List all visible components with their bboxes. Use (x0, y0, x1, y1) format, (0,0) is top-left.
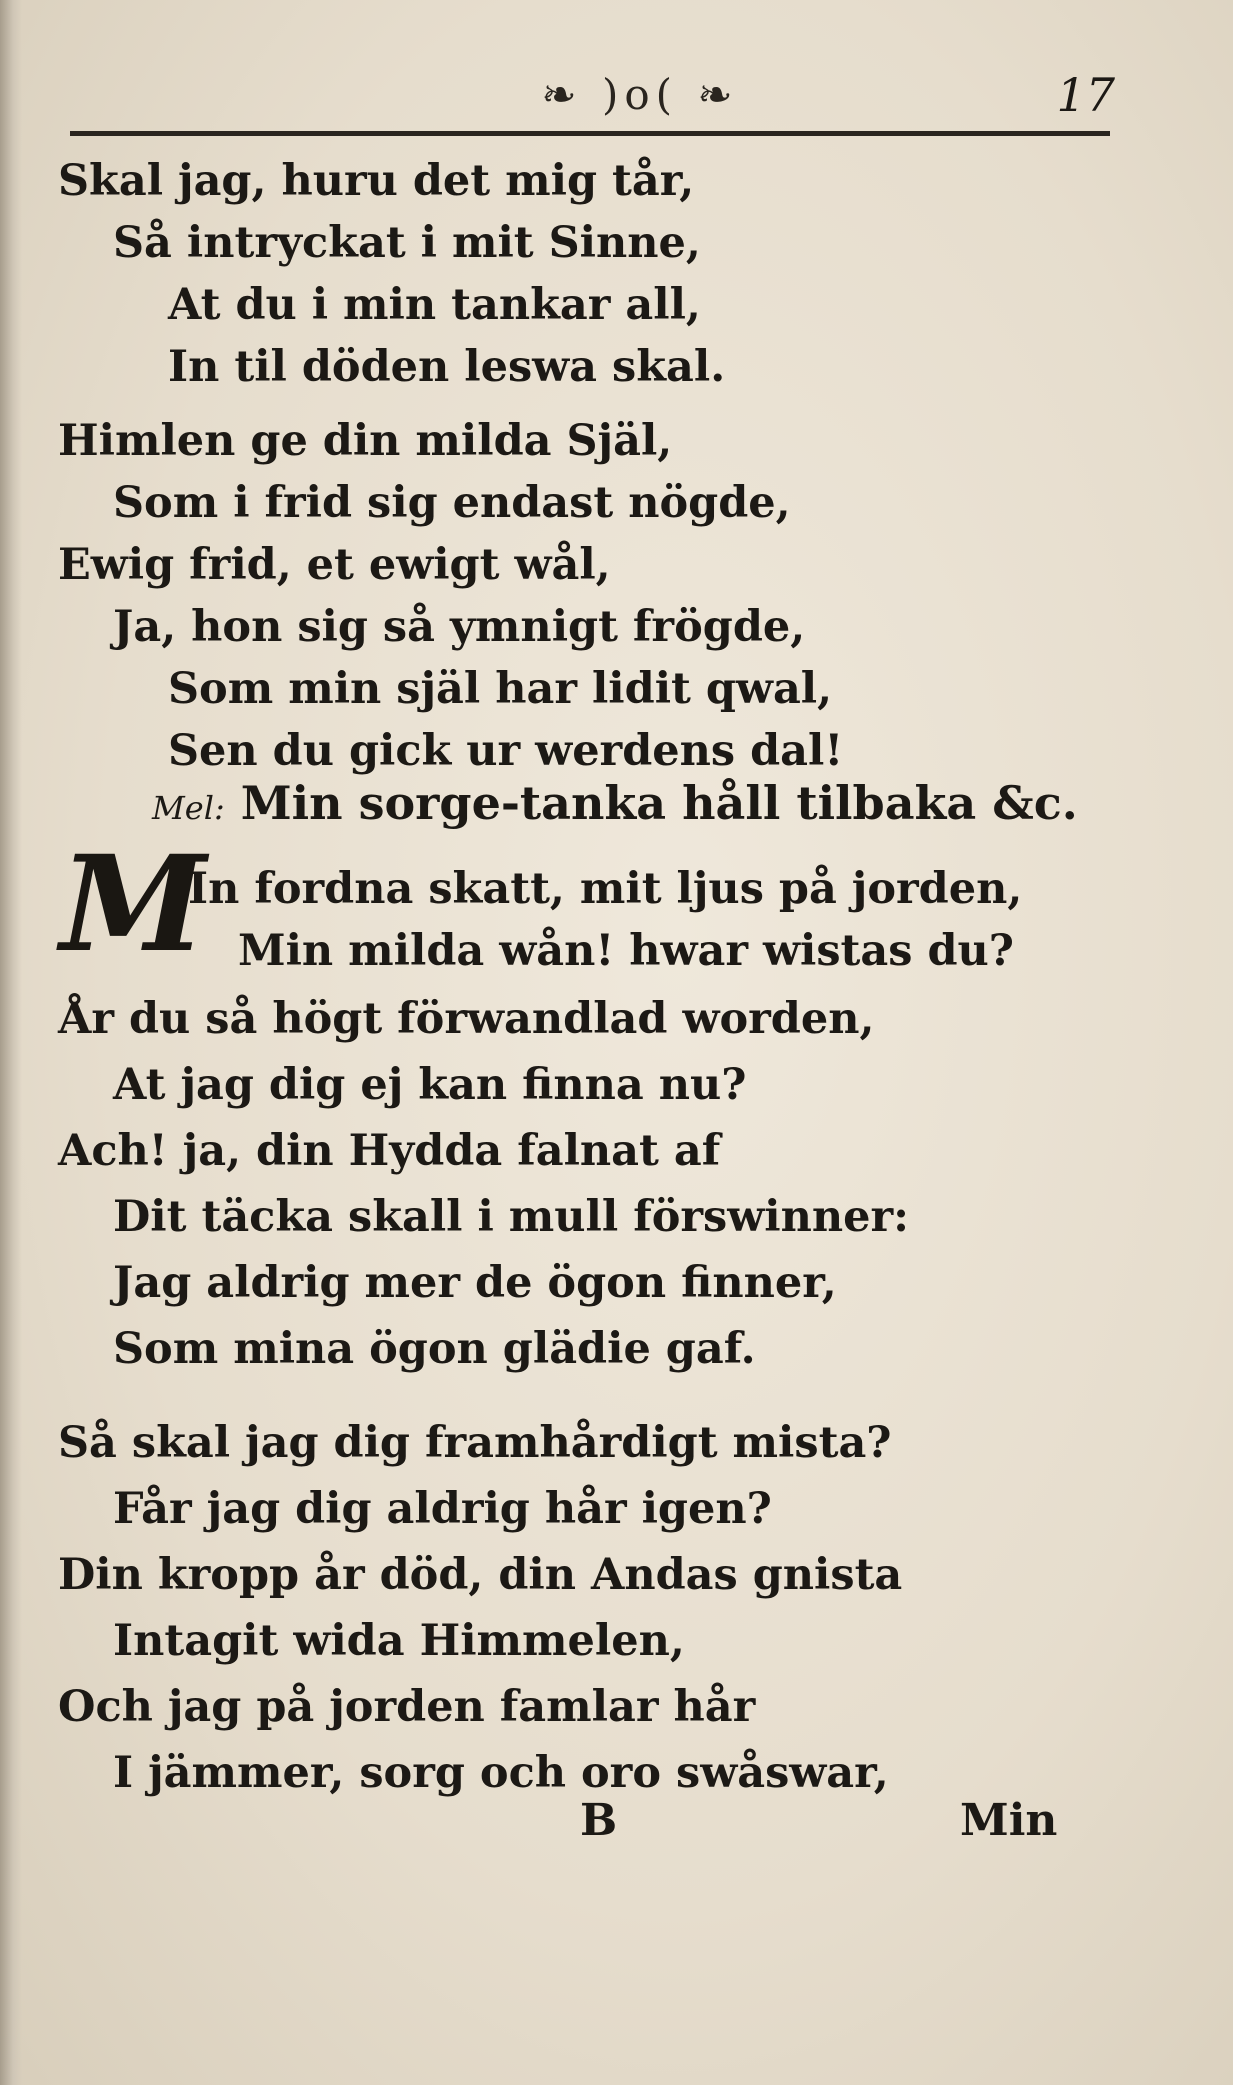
verse-line: Sen du gick ur werdens dal! (168, 726, 844, 776)
verse-line: År du så högt förwandlad worden, (58, 994, 875, 1044)
verse-line: Som min själ har lidit qwal, (168, 664, 833, 714)
verse-line: Så skal jag dig framhårdigt mista? (58, 1418, 892, 1468)
verse-line: Himlen ge din milda Själ, (58, 416, 673, 466)
verse-line: Intagit wida Himmelen, (113, 1616, 685, 1666)
header-rule (70, 131, 1110, 136)
verse-line: Ach! ja, din Hydda falnat af (58, 1126, 721, 1176)
verse-line: Skal jag, huru det mig tår, (58, 156, 695, 206)
verse-line: Och jag på jorden famlar hår (58, 1682, 756, 1732)
verse-line: Min milda wån! hwar wistas du? (238, 926, 1014, 976)
verse-line: Din kropp år död, din Andas gnista (58, 1550, 903, 1600)
header-ornament: ❧ )o( ❧ (541, 70, 739, 119)
melody-heading (152, 772, 1078, 839)
verse-line: At du i min tankar all, (168, 280, 701, 330)
catchword: Min (960, 1795, 1058, 1846)
verse-line: I jämmer, sorg och oro swåswar, (113, 1748, 889, 1798)
verse-line: Jag aldrig mer de ögon finner, (113, 1258, 837, 1308)
page-number: 17 (1056, 68, 1115, 122)
page-gutter-shadow (0, 0, 22, 2085)
verse-line: Som i frid sig endast nögde, (113, 478, 791, 528)
page-header (70, 60, 1115, 130)
verse-line: Ja, hon sig så ymnigt frögde, (113, 602, 806, 652)
verse-line: Får jag dig aldrig hår igen? (113, 1484, 772, 1534)
verse-line: Ewig frid, et ewigt wål, (58, 540, 611, 590)
verse-line: In til döden leswa skal. (168, 342, 726, 392)
verse-line: Som mina ögon glädie gaf. (113, 1324, 756, 1374)
bleed-through-shadow (960, 150, 1220, 1950)
verse-line: Dit täcka skall i mull förswinner: (113, 1192, 910, 1242)
melody-label: Mel: (152, 789, 225, 827)
verse-line: At jag dig ej kan finna nu? (113, 1060, 747, 1110)
verse-line: Så intryckat i mit Sinne, (113, 218, 701, 268)
drop-capital: M (60, 827, 207, 982)
melody-title: Min sorge-tanka håll tilbaka &c. (240, 776, 1078, 830)
verse-line: In fordna skatt, mit ljus på jorden, (188, 864, 1023, 914)
signature-mark: B (580, 1795, 618, 1846)
